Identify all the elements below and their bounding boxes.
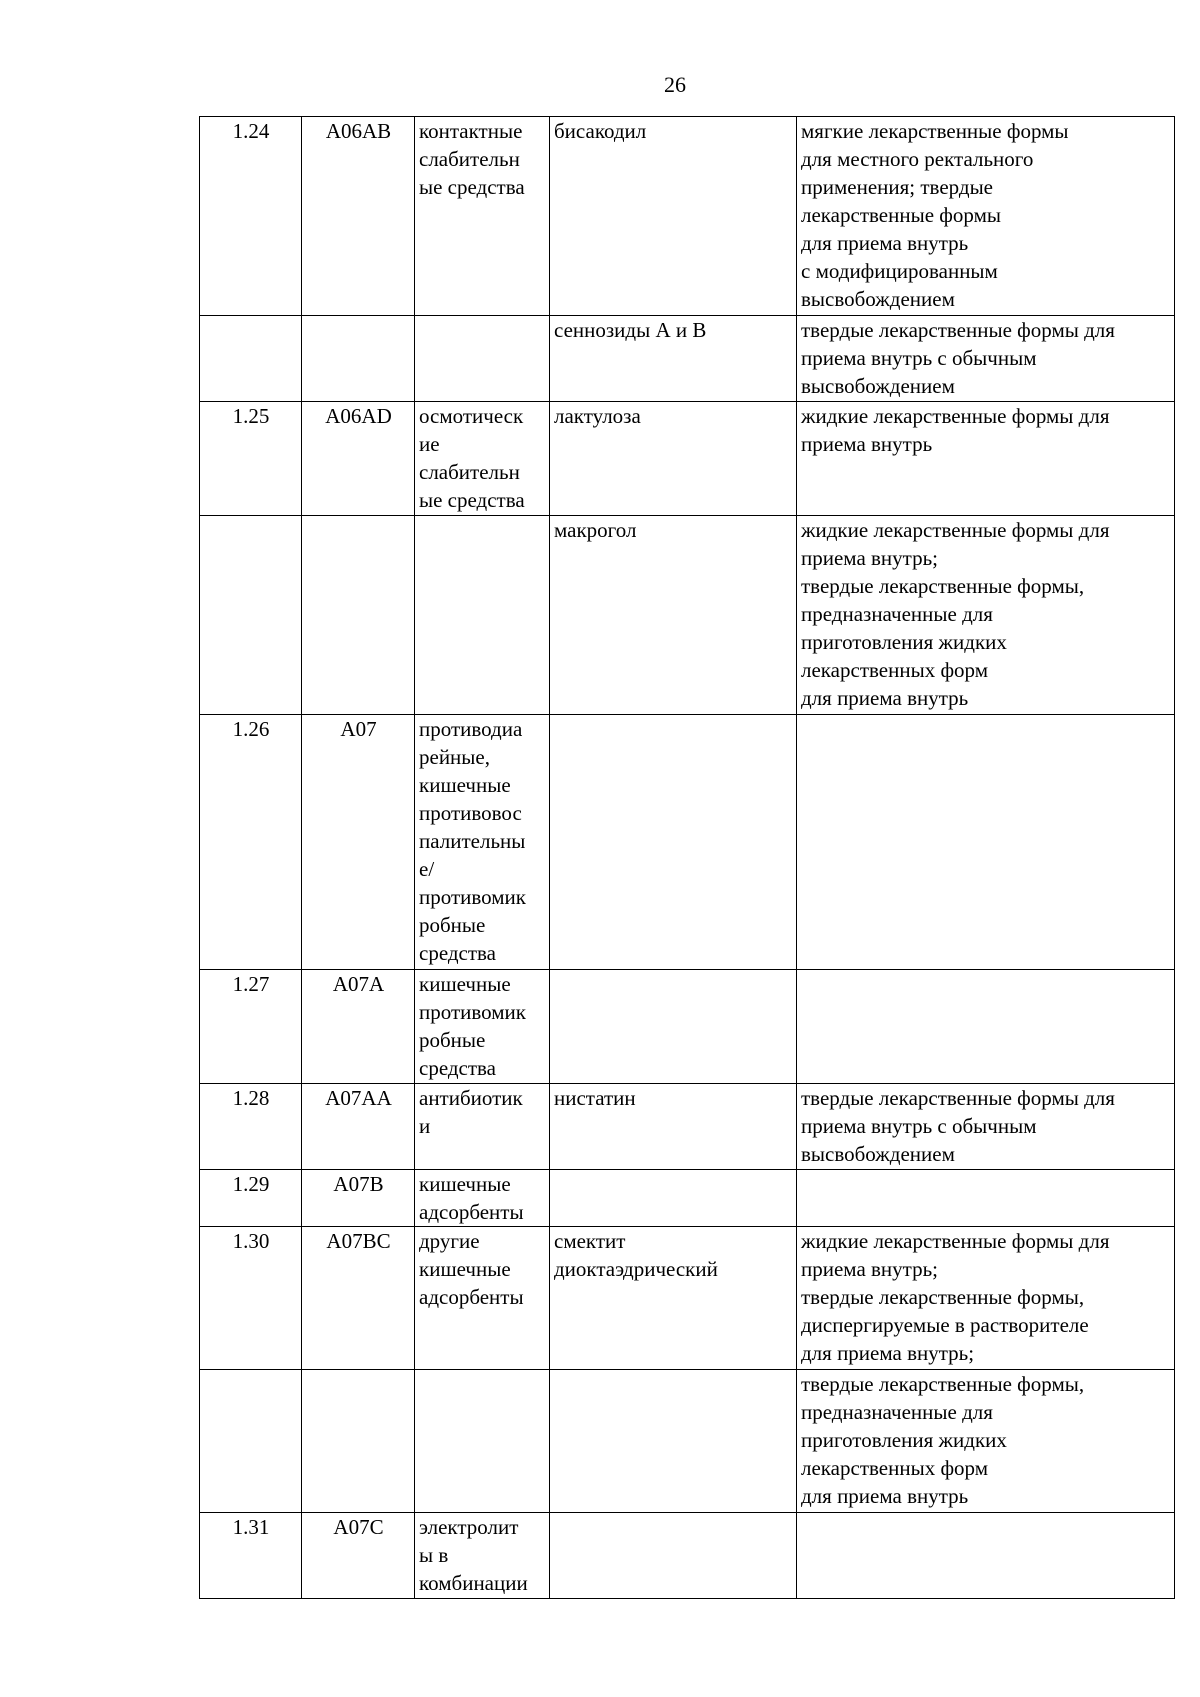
atc-code-cell [302,1370,415,1513]
dosage-form-cell: жидкие лекарственные формы для приема внутрь; твердые лекарственные формы, диспергируемые в растворителе для приема внутрь; [797,1227,1175,1370]
table-row [200,1084,1175,1170]
drug-table [199,116,1175,1599]
page-number: 26 [664,72,686,97]
table-row [200,1370,1175,1513]
group-name-cell: противодиа рейные, кишечные противовос палительны е/ противомик робные средства [415,715,550,970]
dosage-form-cell: жидкие лекарственные формы для приема внутрь [797,402,1175,516]
dosage-form-cell: мягкие лекарственные формы для местного ректального применения; твердые лекарственные формы для приема внутрь с модифицированным высвобождением [797,117,1175,316]
drug-name-cell: смектит диоктаэдрический [550,1227,797,1370]
group-name-cell [415,1370,550,1513]
group-name-cell: кишечные адсорбенты [415,1170,550,1227]
drug-name-cell [550,970,797,1084]
group-name-cell: контактные слабительн ые средства [415,117,550,316]
group-name-cell [415,316,550,402]
drug-name-cell: макрогол [550,516,797,715]
atc-code-cell [302,316,415,402]
dosage-form-cell: твердые лекарственные формы, предназначенные для приготовления жидких лекарственных форм для приема внутрь [797,1370,1175,1513]
dosage-form-cell: твердые лекарственные формы для приема внутрь с обычным высвобождением [797,316,1175,402]
group-name-cell [415,516,550,715]
row-number-cell: 1.24 [200,117,302,316]
drug-name-cell [550,1513,797,1599]
atc-code-cell [302,516,415,715]
drug-name-cell [550,1370,797,1513]
drug-table-body [200,117,1175,1599]
drug-name-cell [550,1170,797,1227]
group-name-cell: осмотическ ие слабительн ые средства [415,402,550,516]
table-row [200,970,1175,1084]
atc-code-cell: A07AA [302,1084,415,1170]
group-name-cell: электролит ы в комбинации [415,1513,550,1599]
table-row [200,1513,1175,1599]
row-number-cell: 1.28 [200,1084,302,1170]
atc-code-cell: A07B [302,1170,415,1227]
atc-code-cell: A06AB [302,117,415,316]
table-row [200,117,1175,316]
table-row [200,316,1175,402]
dosage-form-cell: твердые лекарственные формы для приема внутрь с обычным высвобождением [797,1084,1175,1170]
atc-code-cell: A07C [302,1513,415,1599]
table-row [200,1170,1175,1227]
dosage-form-cell [797,970,1175,1084]
dosage-form-cell: жидкие лекарственные формы для приема внутрь; твердые лекарственные формы, предназначенные для приготовления жидких лекарственных форм для приема внутрь [797,516,1175,715]
atc-code-cell: A07BC [302,1227,415,1370]
atc-code-cell: A07A [302,970,415,1084]
dosage-form-cell [797,1513,1175,1599]
atc-code-cell: A07 [302,715,415,970]
row-number-cell [200,316,302,402]
row-number-cell: 1.30 [200,1227,302,1370]
row-number-cell: 1.27 [200,970,302,1084]
drug-name-cell: нистатин [550,1084,797,1170]
dosage-form-cell [797,715,1175,970]
table-row [200,1227,1175,1370]
row-number-cell: 1.26 [200,715,302,970]
row-number-cell [200,516,302,715]
drug-name-cell [550,715,797,970]
table-row [200,715,1175,970]
atc-code-cell: A06AD [302,402,415,516]
group-name-cell: другие кишечные адсорбенты [415,1227,550,1370]
row-number-cell: 1.29 [200,1170,302,1227]
table-row [200,402,1175,516]
row-number-cell: 1.31 [200,1513,302,1599]
row-number-cell [200,1370,302,1513]
group-name-cell: кишечные противомик робные средства [415,970,550,1084]
drug-name-cell: лактулоза [550,402,797,516]
row-number-cell: 1.25 [200,402,302,516]
group-name-cell: антибиотик и [415,1084,550,1170]
drug-name-cell: бисакодил [550,117,797,316]
dosage-form-cell [797,1170,1175,1227]
drug-name-cell: сеннозиды А и В [550,316,797,402]
table-row [200,516,1175,715]
